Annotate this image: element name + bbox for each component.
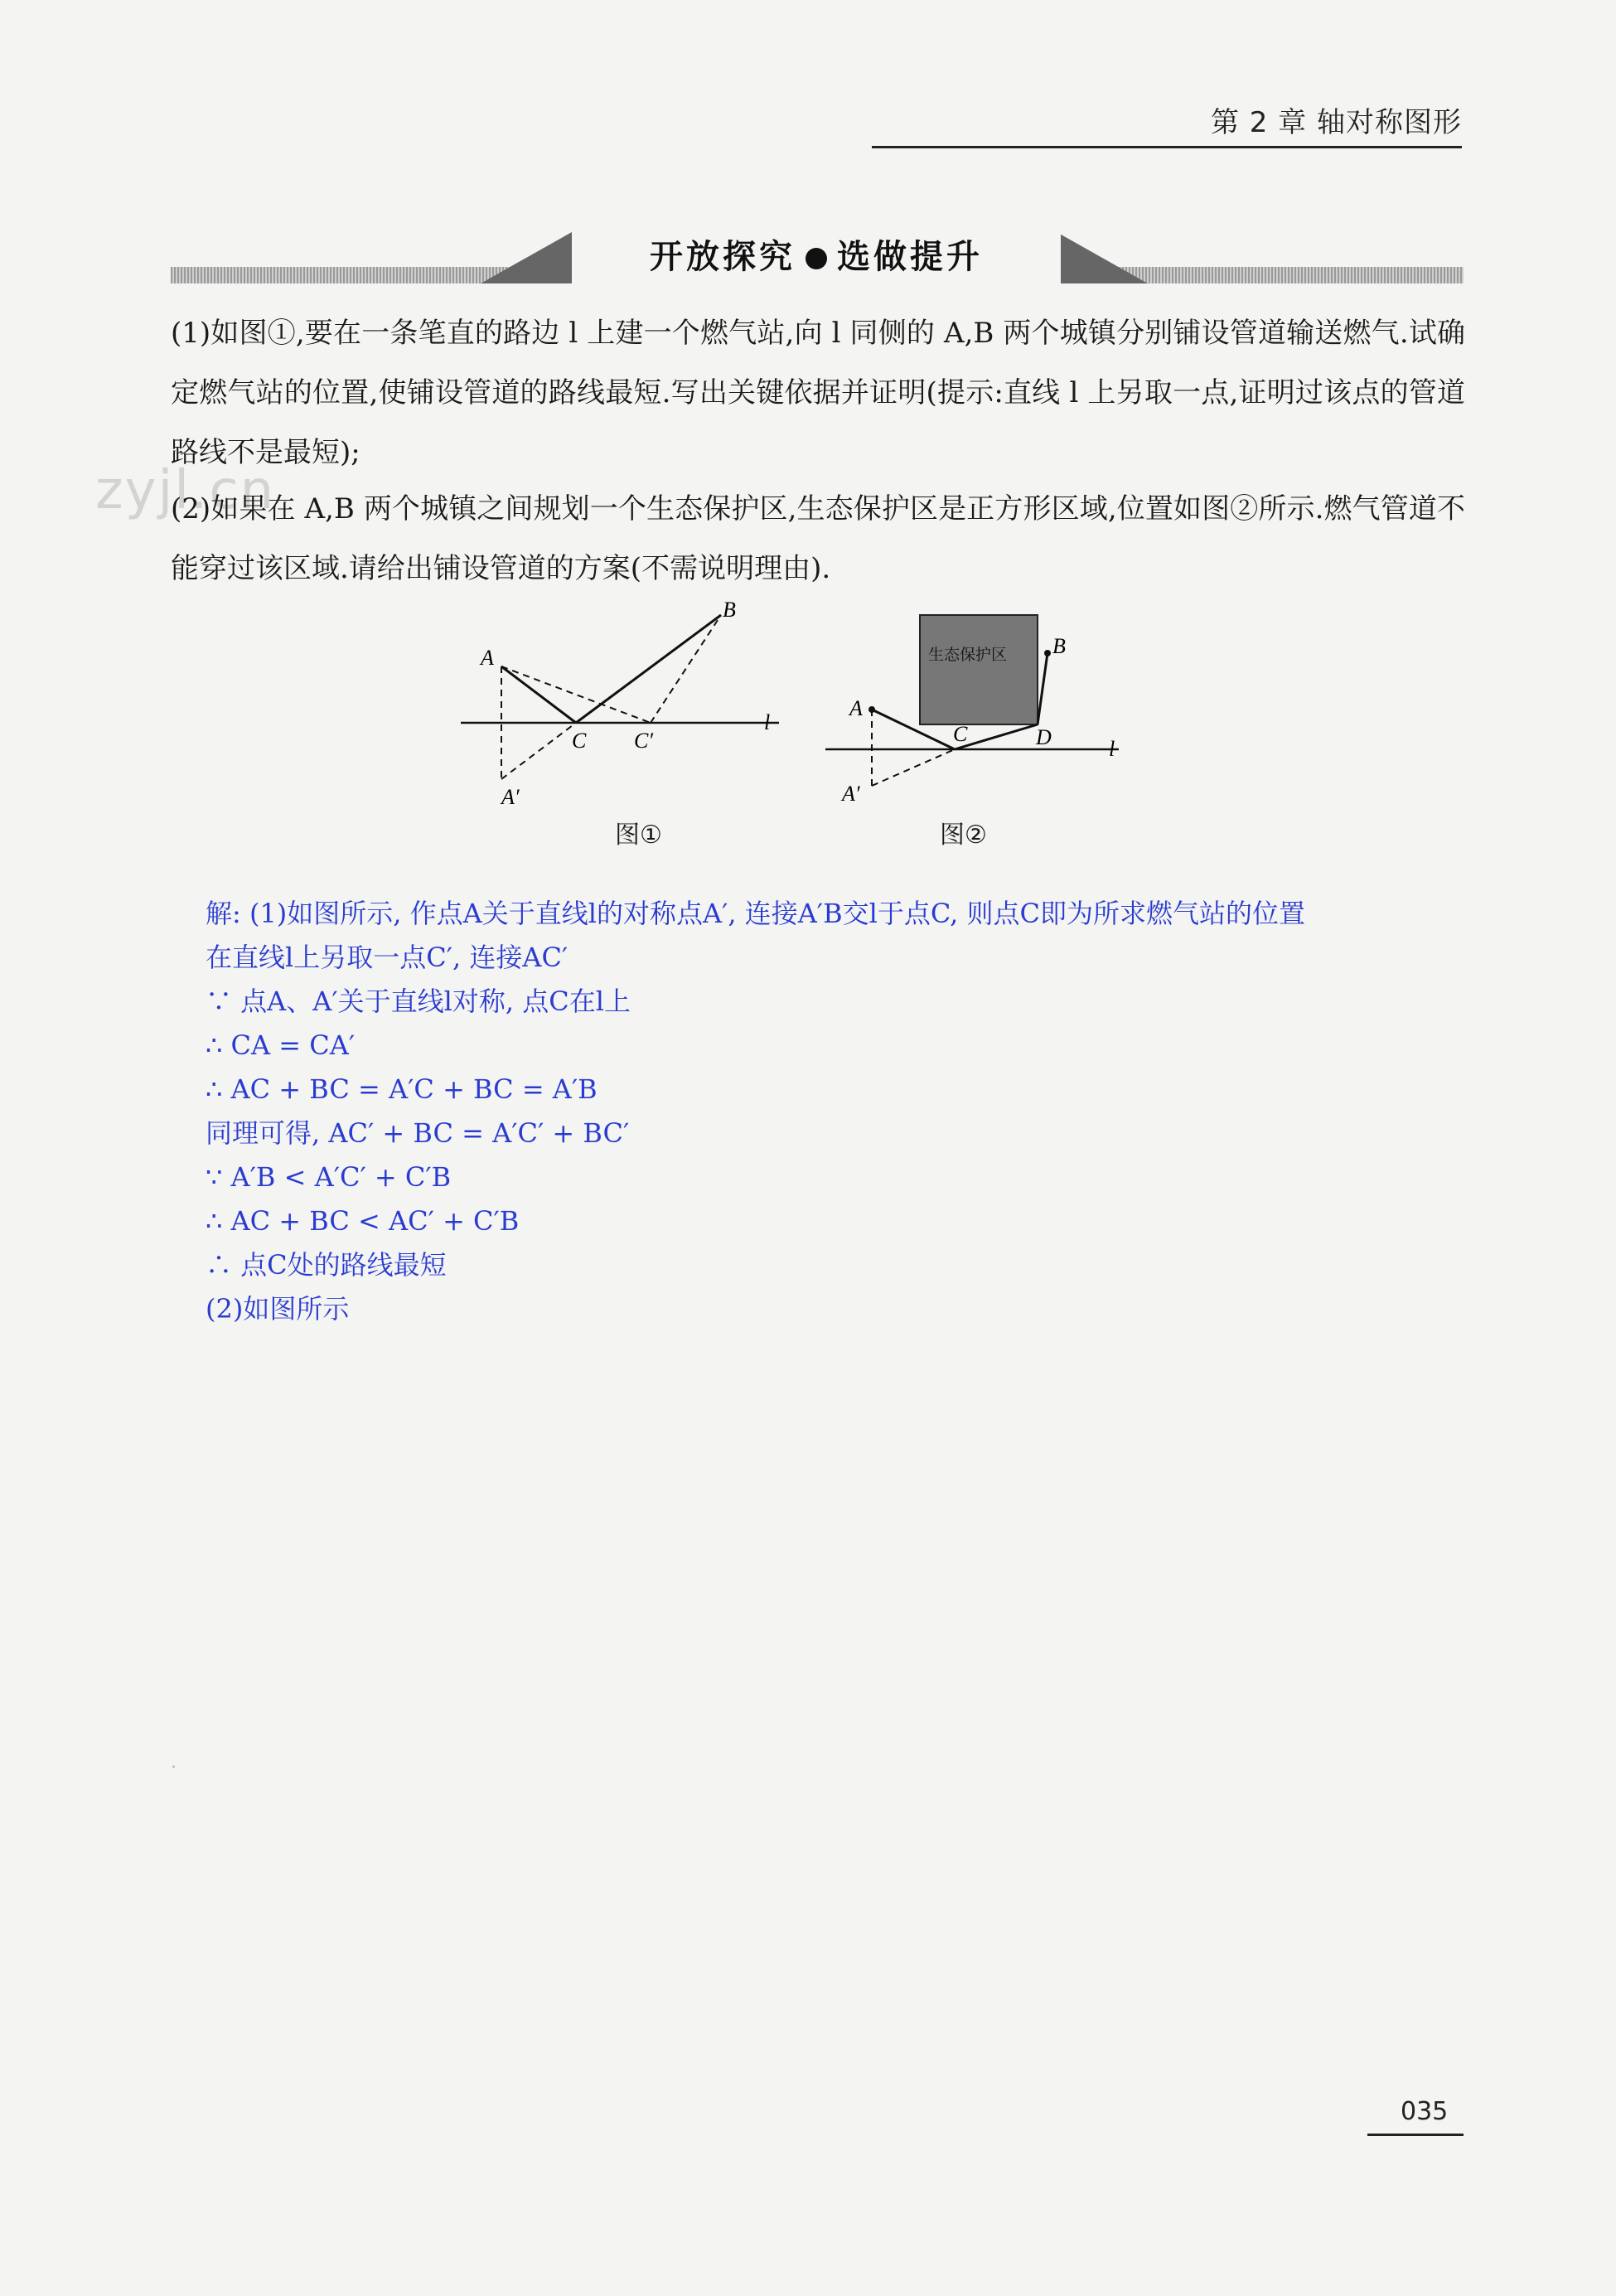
fig1-label-A-prime: A′ [501, 785, 520, 809]
solution-line: ∴ AC + BC < AC′ + C′B [206, 1205, 520, 1237]
figure-1-caption: 图① [615, 821, 662, 850]
problem-part-2: (2)如果在 A,B 两个城镇之间规划一个生态保护区,生态保护区是正方形区域,位置如图②所示.燃气管道不能穿过该区域.请给出铺设管道的方案(不需说明理由). [171, 492, 1465, 585]
solution-line: 在直线l上另取一点C′, 连接AC′ [206, 942, 569, 973]
solution-line: ∴ AC + BC = A′C + BC = A′B [206, 1073, 598, 1105]
fig1-label-C-prime: C′ [634, 729, 654, 753]
banner-right-triangle [1057, 232, 1148, 283]
fig2-point-A [868, 706, 875, 713]
fig2-label-C: C [953, 722, 968, 746]
page-number-rule [1367, 2134, 1464, 2136]
header-rule [872, 146, 1462, 148]
fig2-segment-DB [1038, 653, 1047, 724]
fig2-label-A: A [849, 696, 863, 720]
fig1-segment-A-prime-C [501, 723, 576, 779]
fig1-label-A: A [481, 646, 494, 670]
banner-right-text: 选做提升 [837, 238, 983, 276]
watermark: zyjl.cn [95, 460, 276, 521]
fig1-label-l: l [764, 710, 771, 734]
fig2-label-D: D [1036, 725, 1052, 749]
fig2-label-A-prime: A′ [842, 782, 860, 806]
fig2-label-l: l [1109, 737, 1115, 761]
fig2-segment-A-prime-C [872, 749, 955, 786]
solution-line: 同理可得, AC′ + BC = A′C′ + BC′ [206, 1117, 630, 1149]
banner-left-text: 开放探究 [650, 238, 796, 276]
banner-left-triangle [481, 232, 572, 283]
fig2-zone-label: 生态保护区 [928, 646, 1008, 664]
fig2-label-B: B [1052, 634, 1066, 658]
fig1-segment-CB [576, 615, 721, 723]
chapter-header: 第 2 章 轴对称图形 [1210, 106, 1462, 139]
solution-line: ∴ 点C处的路线最短 [206, 1249, 447, 1281]
fig2-protection-zone [920, 615, 1038, 724]
page-number: 035 [1401, 2097, 1449, 2126]
fig1-label-C: C [572, 729, 587, 753]
fig1-segment-C-prime-B [651, 615, 721, 723]
problem-part-1: (1)如图①,要在一条笔直的路边 l 上建一个燃气站,向 l 同侧的 A,B 两个城镇分别铺设管道输送燃气.试确定燃气站的位置,使铺设管道的路线最短.写出关键依据并证明(提示:直线 l 上另取一点,证明过该点的管道路线不是最短); [171, 317, 1465, 469]
solution-line: (2)如图所示 [206, 1293, 350, 1325]
fig1-segment-AC-prime [501, 666, 651, 723]
solution-line: ∴ CA = CA′ [206, 1029, 356, 1061]
figure-2-caption: 图② [940, 821, 987, 850]
solution-line: ∵ A′B < A′C′ + C′B [206, 1161, 452, 1193]
solution-line: 解: (1)如图所示, 作点A关于直线l的对称点A′, 连接A′B交l于点C, 则点C即为所求燃气站的位置 [206, 898, 1305, 929]
banner-dot-icon [806, 248, 827, 269]
solution-line: ∵ 点A、A′关于直线l对称, 点C在l上 [206, 986, 631, 1017]
margin-speck [172, 1766, 175, 1768]
fig1-segment-AC [501, 666, 576, 723]
solution-block [206, 892, 1465, 1331]
figure-1-diagram [448, 597, 796, 812]
section-banner [572, 230, 1061, 283]
fig1-label-B: B [723, 598, 736, 622]
figure-2-diagram [812, 602, 1144, 809]
fig2-point-B [1044, 650, 1051, 656]
